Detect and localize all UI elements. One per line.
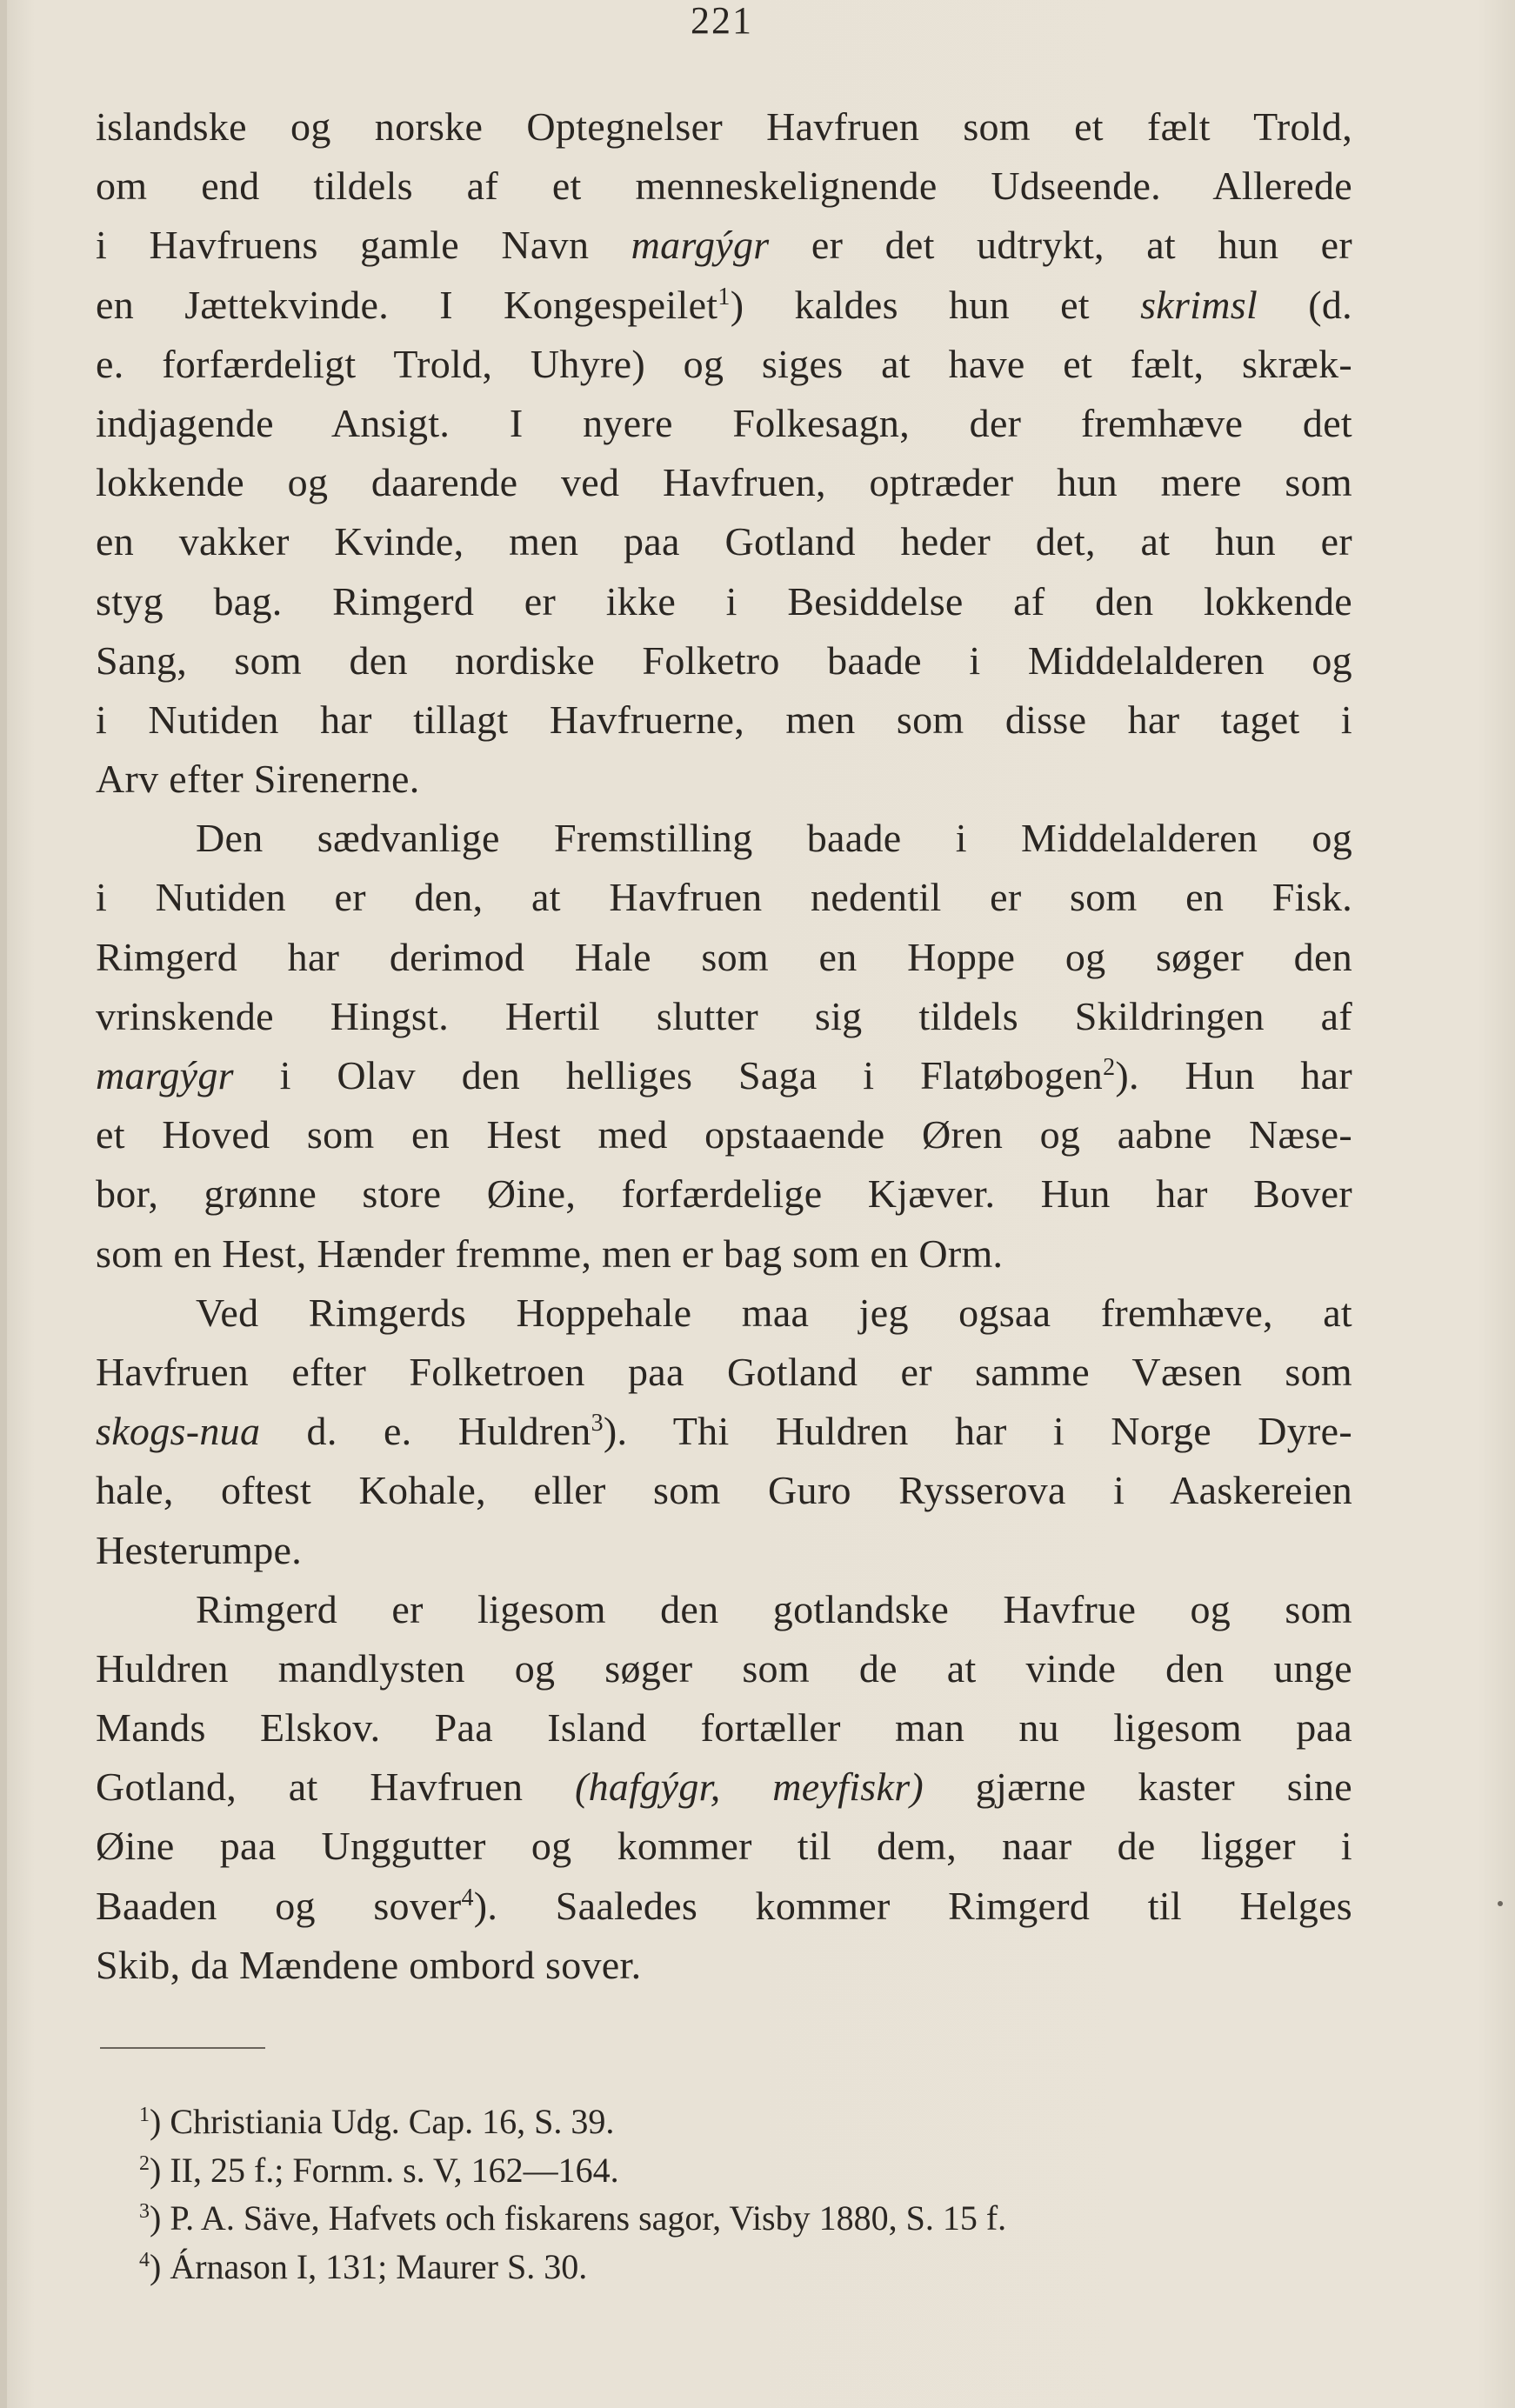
- text-line: [96, 97, 1352, 157]
- margin-mark: [1498, 1901, 1503, 1906]
- text-run: bor, grønne store Øine, forfærdelige Kjæver. Hun har Bover: [96, 1171, 1352, 1217]
- text-line: [96, 453, 1352, 512]
- footnote: [139, 2146, 1357, 2195]
- text-line: [96, 809, 1352, 868]
- text-run: Ved Rimgerds Hoppehale maa jeg ogsaa fremhæve, at: [196, 1290, 1352, 1335]
- text-run: ). Thi Huldren har i Norge Dyre-: [603, 1409, 1352, 1454]
- text-line: [96, 1343, 1352, 1402]
- footnote-number: 4: [139, 2248, 150, 2271]
- footnote-number: 3: [139, 2200, 150, 2223]
- text-run: (d.: [1258, 282, 1352, 327]
- text-run: et Hoved som en Hest med opstaaende Øren og aabne Næse-: [96, 1112, 1352, 1157]
- text-run: Havfruen efter Folketroen paa Gotland er samme Væsen som: [96, 1349, 1352, 1394]
- text-run: i Nutiden har tillagt Havfruerne, men som disse har taget i: [96, 697, 1352, 742]
- text-run: ). Hun har: [1115, 1053, 1352, 1097]
- text-line: [96, 1877, 1352, 1936]
- text-run: Den sædvanlige Fremstilling baade i Middelalderen og: [196, 816, 1352, 861]
- text-run: Mands Elskov. Paa Island fortæller man nu ligesom paa: [96, 1705, 1352, 1751]
- footnote-separator: [100, 2047, 265, 2049]
- text-run: Skib, da Mændene ombord sover.: [96, 1942, 642, 1987]
- text-run: hale, oftest Kohale, eller som Guro Rysserova i Aaskereien: [96, 1468, 1352, 1513]
- text-run: e. forfærdeligt Trold, Uhyre) og siges at have et fælt, skræk-: [96, 341, 1352, 386]
- text-run: er det udtrykt, at hun er: [769, 223, 1352, 268]
- footnote: [139, 2098, 1357, 2146]
- text-line: [96, 512, 1352, 571]
- text-line: [96, 1580, 1352, 1639]
- text-run: i Olav den helliges Saga i Flatøbogen: [233, 1053, 1104, 1097]
- text-run: Gotland, at Havfruen: [96, 1764, 575, 1810]
- italic-term: (hafgýgr, meyfiskr): [575, 1764, 924, 1810]
- text-run: i Havfruens gamle Navn: [96, 223, 631, 268]
- text-line: [96, 1461, 1352, 1520]
- footnote-text: ) Christiania Udg. Cap. 16, S. 39.: [150, 2102, 615, 2141]
- text-line: [96, 1164, 1352, 1224]
- text-line: [96, 928, 1352, 987]
- text-run: en Jættekvinde. I Kongespeilet: [96, 282, 718, 327]
- text-line: [96, 335, 1352, 394]
- text-line: [96, 1758, 1352, 1817]
- text-line: [96, 1046, 1352, 1105]
- footnote-number: 1: [139, 2104, 150, 2126]
- text-run: Rimgerd er ligesom den gotlandske Havfrue og som: [196, 1586, 1352, 1631]
- footnote-number: 2: [139, 2151, 150, 2175]
- text-line: [96, 157, 1352, 216]
- text-run: ) kaldes hun et: [730, 282, 1141, 327]
- text-run: Huldren mandlysten og søger som de at vinde den unge: [96, 1645, 1352, 1691]
- text-run: ). Saaledes kommer Rimgerd til Helges: [473, 1883, 1353, 1928]
- text-line: [96, 1817, 1352, 1876]
- text-line: [96, 750, 1352, 809]
- footnote-text: ) P. A. Säve, Hafvets och fiskarens sagor, Visby 1880, S. 15 f.: [150, 2198, 1007, 2238]
- text-line: [96, 1224, 1352, 1284]
- text-line: [96, 868, 1352, 927]
- text-line: [96, 1521, 1352, 1580]
- footnote-reference: 4: [461, 1884, 474, 1911]
- footnote: [139, 2194, 1357, 2243]
- text-line: [96, 394, 1352, 453]
- text-line: [96, 572, 1352, 631]
- text-line: [96, 1639, 1352, 1698]
- page-binding-edge: [0, 0, 7, 2408]
- body-text: [96, 97, 1352, 1995]
- text-line: [96, 1936, 1352, 1995]
- footnote-reference: 2: [1103, 1054, 1116, 1081]
- italic-term: margýgr: [631, 223, 770, 268]
- text-line: [96, 1284, 1352, 1343]
- text-run: i Nutiden er den, at Havfruen nedentil er som en Fisk.: [96, 875, 1352, 920]
- text-run: Hesterumpe.: [96, 1527, 303, 1572]
- footnote: [139, 2243, 1357, 2291]
- text-run: Øine paa Unggutter og kommer til dem, naar de ligger i: [96, 1824, 1352, 1869]
- text-run: Rimgerd har derimod Hale som en Hoppe og søger den: [96, 934, 1352, 979]
- text-line: [96, 987, 1352, 1046]
- page-number: 221: [691, 0, 753, 42]
- italic-term: skogs-nua: [96, 1409, 261, 1454]
- text-run: Sang, som den nordiske Folketro baade i Middelalderen og: [96, 637, 1352, 683]
- text-run: styg bag. Rimgerd er ikke i Besiddelse af den lokkende: [96, 578, 1352, 624]
- text-line: [96, 690, 1352, 750]
- footnote-reference: 1: [717, 283, 731, 310]
- footnote-text: ) Árnason I, 131; Maurer S. 30.: [150, 2246, 588, 2286]
- text-line: [96, 631, 1352, 690]
- footnote-text: ) II, 25 f.; Fornm. s. V, 162—164.: [150, 2150, 619, 2190]
- text-line: [96, 216, 1352, 275]
- text-run: Baaden og sover: [96, 1883, 462, 1928]
- italic-term: margýgr: [96, 1053, 234, 1097]
- text-run: islandske og norske Optegnelser Havfruen som et fælt Trold,: [96, 104, 1352, 149]
- text-run: gjærne kaster sine: [924, 1764, 1352, 1810]
- text-run: en vakker Kvinde, men paa Gotland heder det, at hun er: [96, 519, 1352, 564]
- text-run: vrinskende Hingst. Hertil slutter sig tildels Skildringen af: [96, 993, 1352, 1038]
- text-run: lokkende og daarende ved Havfruen, optræder hun mere som: [96, 460, 1352, 505]
- text-line: [96, 1105, 1352, 1164]
- text-line: [96, 1402, 1352, 1461]
- text-run: om end tildels af et menneskelignende Udseende. Allerede: [96, 163, 1352, 209]
- italic-term: skrimsl: [1140, 282, 1258, 327]
- text-run: indjagende Ansigt. I nyere Folkesagn, der fremhæve det: [96, 400, 1352, 445]
- text-line: [96, 276, 1352, 335]
- text-run: som en Hest, Hænder fremme, men er bag som en Orm.: [96, 1231, 1004, 1276]
- text-run: d. e. Huldren: [260, 1409, 591, 1454]
- text-run: Arv efter Sirenerne.: [96, 757, 420, 802]
- footnote-reference: 3: [591, 1410, 604, 1437]
- text-line: [96, 1698, 1352, 1758]
- footnotes: [139, 2098, 1357, 2291]
